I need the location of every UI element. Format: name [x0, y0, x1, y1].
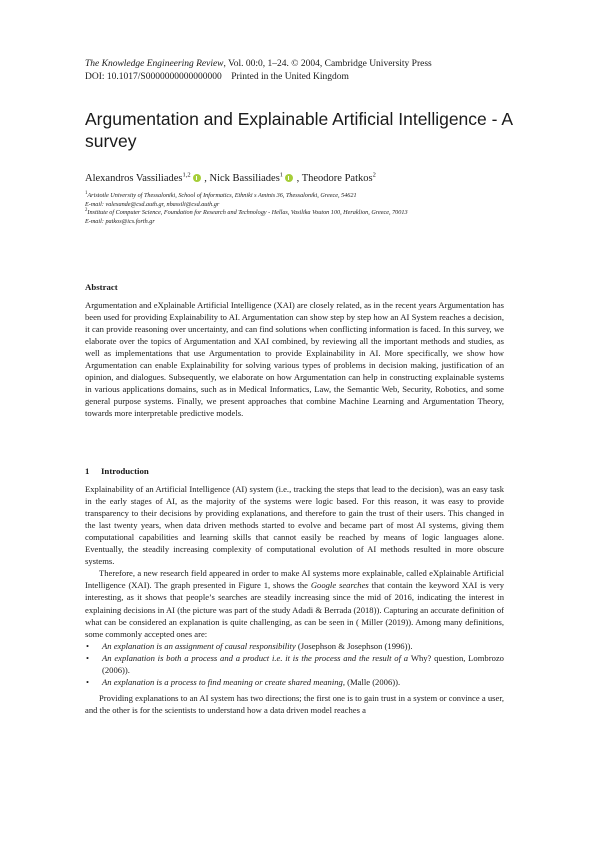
paragraph-text: Therefore, a new research field appeared in order to make AI systems more explainable, called eXplainable Artificial Intelligence (XAI). The graph presented in Figure 1, shows the [85, 568, 504, 591]
section-title: Introduction [101, 466, 149, 476]
bullet: • [86, 640, 90, 651]
definition-list [85, 640, 504, 688]
introduction-section [85, 465, 504, 716]
section-number: 1 [85, 466, 90, 476]
bullet: • [86, 676, 90, 687]
author-name: Theodore Patkos [301, 173, 373, 184]
printed-note: Printed in the United Kingdom [231, 72, 349, 82]
intro-paragraph-3: Providing explanations to an AI system has two directions; the first one is to gain trust in a system or convince a user, and the other is for the scientists to understand how a data driven model reaches a [85, 692, 504, 715]
abstract-heading: Abstract [85, 282, 118, 292]
orcid-icon[interactable] [285, 174, 293, 182]
journal-volume: , Vol. 00:0, 1–24. [223, 59, 289, 69]
abstract-text: Argumentation and eXplainable Artificial Intelligence (XAI) are closely related, as in the recent years Argumentation has been used for providing Explainability to AI. Argumentation can show step by step how an AI System reaches a decision, it can provide reasoning over uncertainty, and can find solutions when conflicting information is faced. In this survey, we elaborate over the topics of Argumentation and XAI combined, by reviewing all the important methods and studies, as well as implementations that use Argumentation to provide Explainability in AI. More specifically, we show how Argumentation can enable Explainability for solving various types of problems in decision making, justification of an opinion, and dialogues. Subsequently, we elaborate on how Argumentation can help in constructing explainable systems in various applications domains, such as in Medical Informatics, Law, the Semantic Web, Security, Robotics, and some general purpose systems. Finally, we present approaches that combine Machine Learning and Argumentation Theory, towards more interpretable predictive models. [85, 300, 504, 419]
list-item [85, 676, 504, 688]
author-name: Alexandros Vassiliades [85, 173, 183, 184]
affiliation-line [85, 209, 515, 218]
abstract-section [85, 281, 504, 420]
definition-text: An explanation is a process to find meaning or create shared meaning [102, 676, 343, 687]
author-list [85, 172, 515, 186]
doi: DOI: 10.1017/S0000000000000000 [85, 72, 222, 82]
affiliation-line [85, 218, 515, 227]
citation-text: (Josephson & Josephson (1996)). [295, 640, 413, 651]
intro-paragraph-2 [85, 567, 504, 639]
paragraph-text: that contain the keyword XAI is very interesting, as it shows that people’s searches are steadily increasing since the mid of 2016, indicating the interest in explaining decisions in AI (the picture was part of the study Adadi & Berrada (2018)). Capturing an accurate definition of what can be considered an explanation is quite challenging, as can be seen in ( Miller (2019)). Among many definitions, some commonly accepted ones are: [85, 580, 504, 639]
citation-text: , (Malle (2006)). [342, 676, 401, 687]
affiliation-mark: 2 [85, 208, 88, 214]
copyright: © 2004, Cambridge University Press [291, 59, 432, 69]
definition-question: Why? question [410, 652, 464, 663]
definition-text: An explanation is an assignment of causal responsibility [102, 640, 296, 651]
affiliation-mark: 1 [85, 190, 88, 196]
list-item [85, 640, 504, 652]
author-separator: , [201, 173, 210, 184]
affiliation-email: E-mail: patkos@ics.forth.gr [85, 217, 155, 225]
affiliation-email: E-mail: valexande@csd.auth.gr, nbassili@csd.auth.gr [85, 200, 220, 208]
journal-name: The Knowledge Engineering Review [85, 59, 224, 69]
paper-title: Argumentation and Explainable Artificial Intelligence - A survey [85, 109, 513, 151]
affiliation-text: Institute of Computer Science, Foundation for Research and Technology - Hellas, Vasilika Vouton 100, Heraklion, Greece, 70013 [87, 209, 408, 217]
emphasis-text: Google searches [310, 580, 369, 591]
journal-header [85, 58, 515, 84]
author-name: Nick Bassiliades [209, 173, 280, 184]
definition-text: An explanation is both a process and a product i.e. it is the process and the result of a [102, 652, 411, 663]
author-separator: , [294, 173, 302, 184]
author-affiliation-mark: 2 [372, 171, 376, 179]
affiliation-line [85, 192, 515, 201]
author-affiliation-mark: 1 [279, 171, 284, 179]
bullet: • [86, 652, 90, 663]
list-item [85, 652, 504, 676]
journal-line-2 [85, 71, 515, 84]
affiliation-text: Aristotle University of Thessaloniki, School of Informatics, Ethniki s Aminis 36, Thessaloniki, Greece, 54621 [87, 192, 357, 199]
section-heading [85, 465, 504, 477]
orcid-icon[interactable] [193, 174, 201, 182]
intro-paragraph-1: Explainability of an Artificial Intelligence (AI) system (i.e., tracking the steps that lead to the decision), was an easy task in the early stages of AI, as the majority of the systems were logic based. For this reason, it was easy to provide transparency to their decisions by providing explanations, and therefore to gain the trust of their users. This changed in the last twenty years, when data driven methods started to evolve and became part of most AI systems, giving them computational capabilities and learning skills that cannot easily be reached by means of logic languages alone. Eventually, the steadily increasing complexity of computational evolution of AI methods resulted in more obscure systems. [85, 484, 504, 567]
author-affiliation-mark: 1,2 [182, 171, 191, 179]
citation-text: , Lombrozo (2006)). [102, 652, 504, 675]
affiliation-line [85, 201, 515, 210]
journal-line-1 [85, 58, 515, 71]
affiliations [85, 192, 515, 226]
